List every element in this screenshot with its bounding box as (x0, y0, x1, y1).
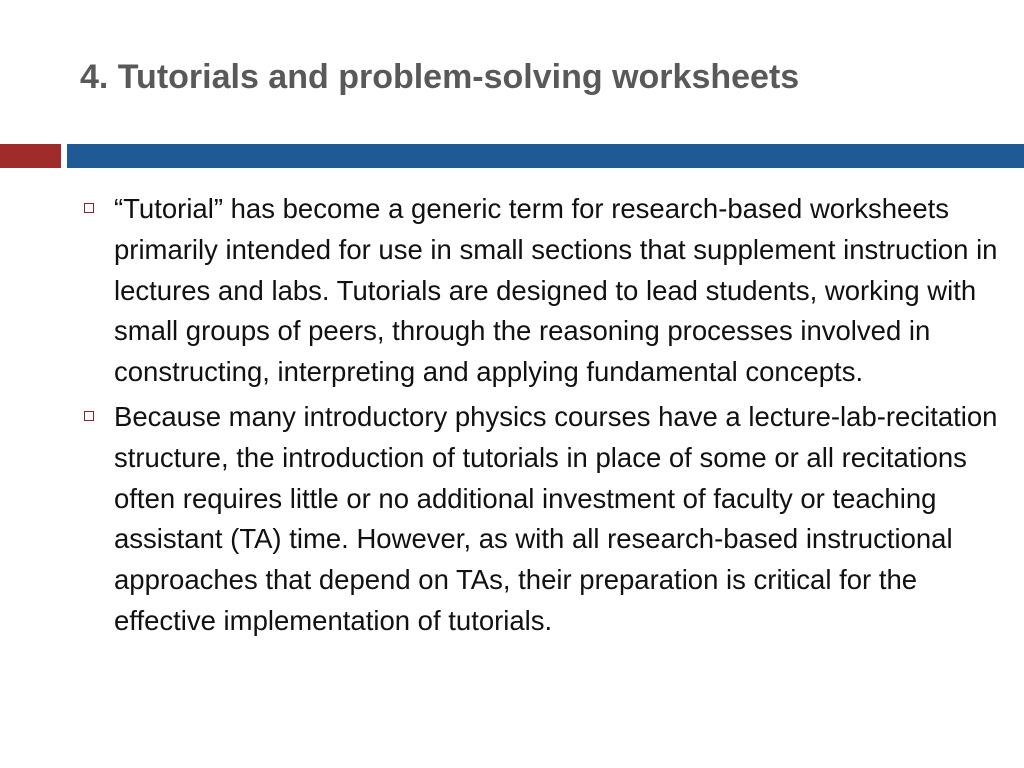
header-band-red (0, 144, 61, 168)
bullet-item (80, 189, 1000, 393)
bullet-text: “Tutorial” has become a generic term for research-based worksheets primarily intended for use in small sections that supplement instruction in lectures and labs. Tutorials are designed to lead students, working with small groups of peers, through the reasoning processes involved in constructing, interpreting and applying fundamental concepts. (114, 193, 998, 388)
bullet-item (80, 397, 1000, 642)
hollow-square-bullet-icon (84, 203, 94, 213)
hollow-square-bullet-icon (84, 411, 94, 421)
bullet-text: Because many introductory physics courses have a lecture-lab-recitation structure, the introduction of tutorials in place of some or all recitations often requires little or no additional investment of faculty or teaching assistant (TA) time. However, as with all research-based instructional approaches that depend on TAs, their preparation is critical for the effective implementation of tutorials. (114, 400, 998, 636)
header-band-blue (67, 144, 1024, 168)
slide-title: 4. Tutorials and problem-solving worksheets (80, 58, 800, 96)
bullet-list (80, 189, 1000, 646)
